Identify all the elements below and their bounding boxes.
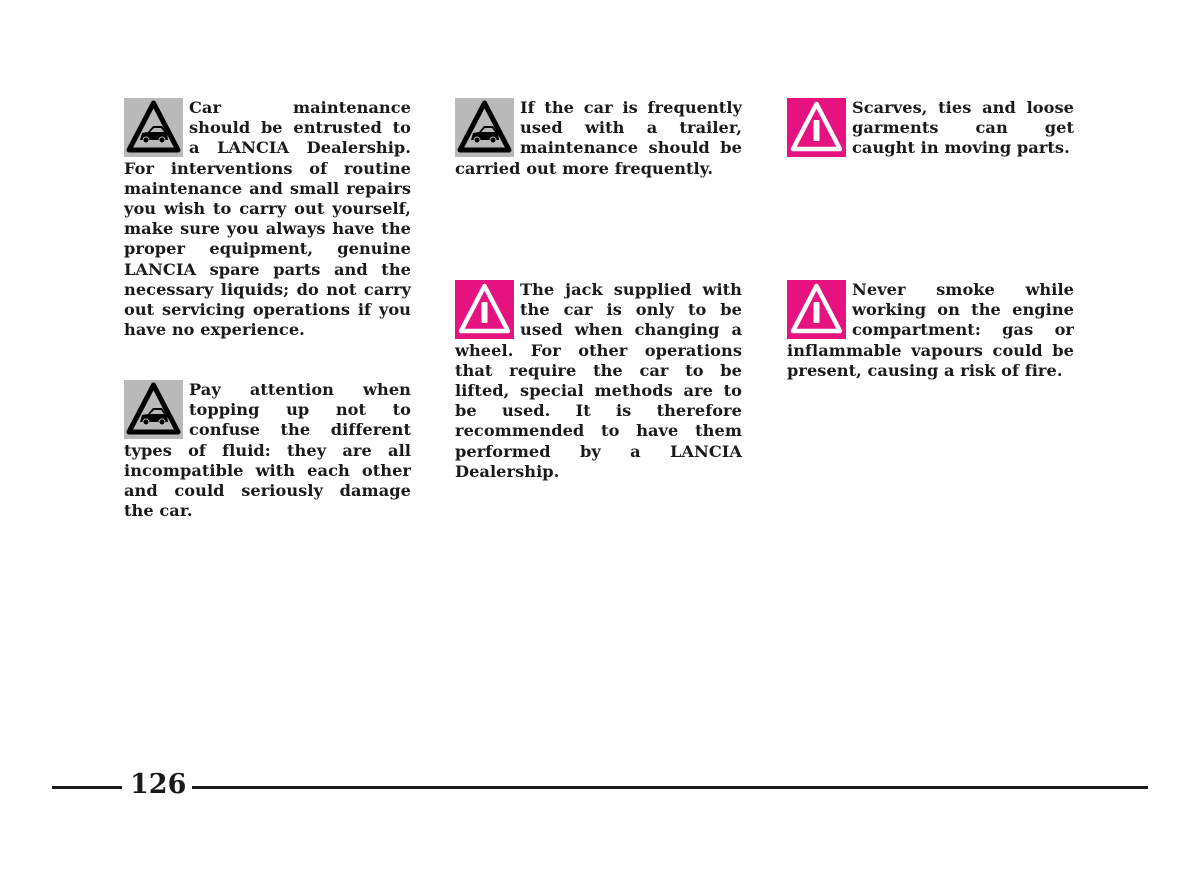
warning-text: The jack supplied with the car is only to be used when changing a wheel. For other operations that require the car to be lifted, special methods are to be used. It is therefore recommended to have them performed by a LANCIA Dealership.	[455, 280, 742, 481]
page-number: 126	[130, 769, 187, 800]
car-caution-icon	[124, 380, 183, 439]
footer-rule-left	[52, 786, 122, 789]
warning-text: Never smoke while working on the engine compartment: gas or inflammable vapours could be present, causing a risk of fire.	[787, 280, 1074, 380]
warning-trailer-maintenance	[455, 98, 742, 179]
warning-text: If the car is frequently used with a trailer, maintenance should be carried out more frequently.	[455, 98, 742, 178]
danger-warning-icon	[787, 98, 846, 157]
footer-rule-right	[192, 786, 1148, 789]
danger-warning-icon	[455, 280, 514, 339]
warning-text: Car maintenance should be entrusted to a LANCIA Dealership. For interventions of routine maintenance and small repairs you wish to carry out yourself, make sure you always have the proper equipment, genuine LANCIA spare parts and the necessary liquids; do not carry out servicing operations if you have no experience.	[124, 98, 411, 340]
car-caution-icon	[455, 98, 514, 157]
warning-maintenance-dealership	[124, 98, 411, 340]
danger-warning-icon	[787, 280, 846, 339]
warning-jack-usage	[455, 280, 742, 482]
warning-fluid-topping-up	[124, 380, 411, 521]
warning-no-smoking	[787, 280, 1074, 381]
warning-text: Scarves, ties and loose garments can get caught in moving parts.	[852, 98, 1074, 158]
car-caution-icon	[124, 98, 183, 157]
warning-loose-garments	[787, 98, 1074, 159]
warning-text: Pay attention when topping up not to confuse the different types of fluid: they are all incompatible with each other and could seriously damage the car.	[124, 380, 411, 521]
